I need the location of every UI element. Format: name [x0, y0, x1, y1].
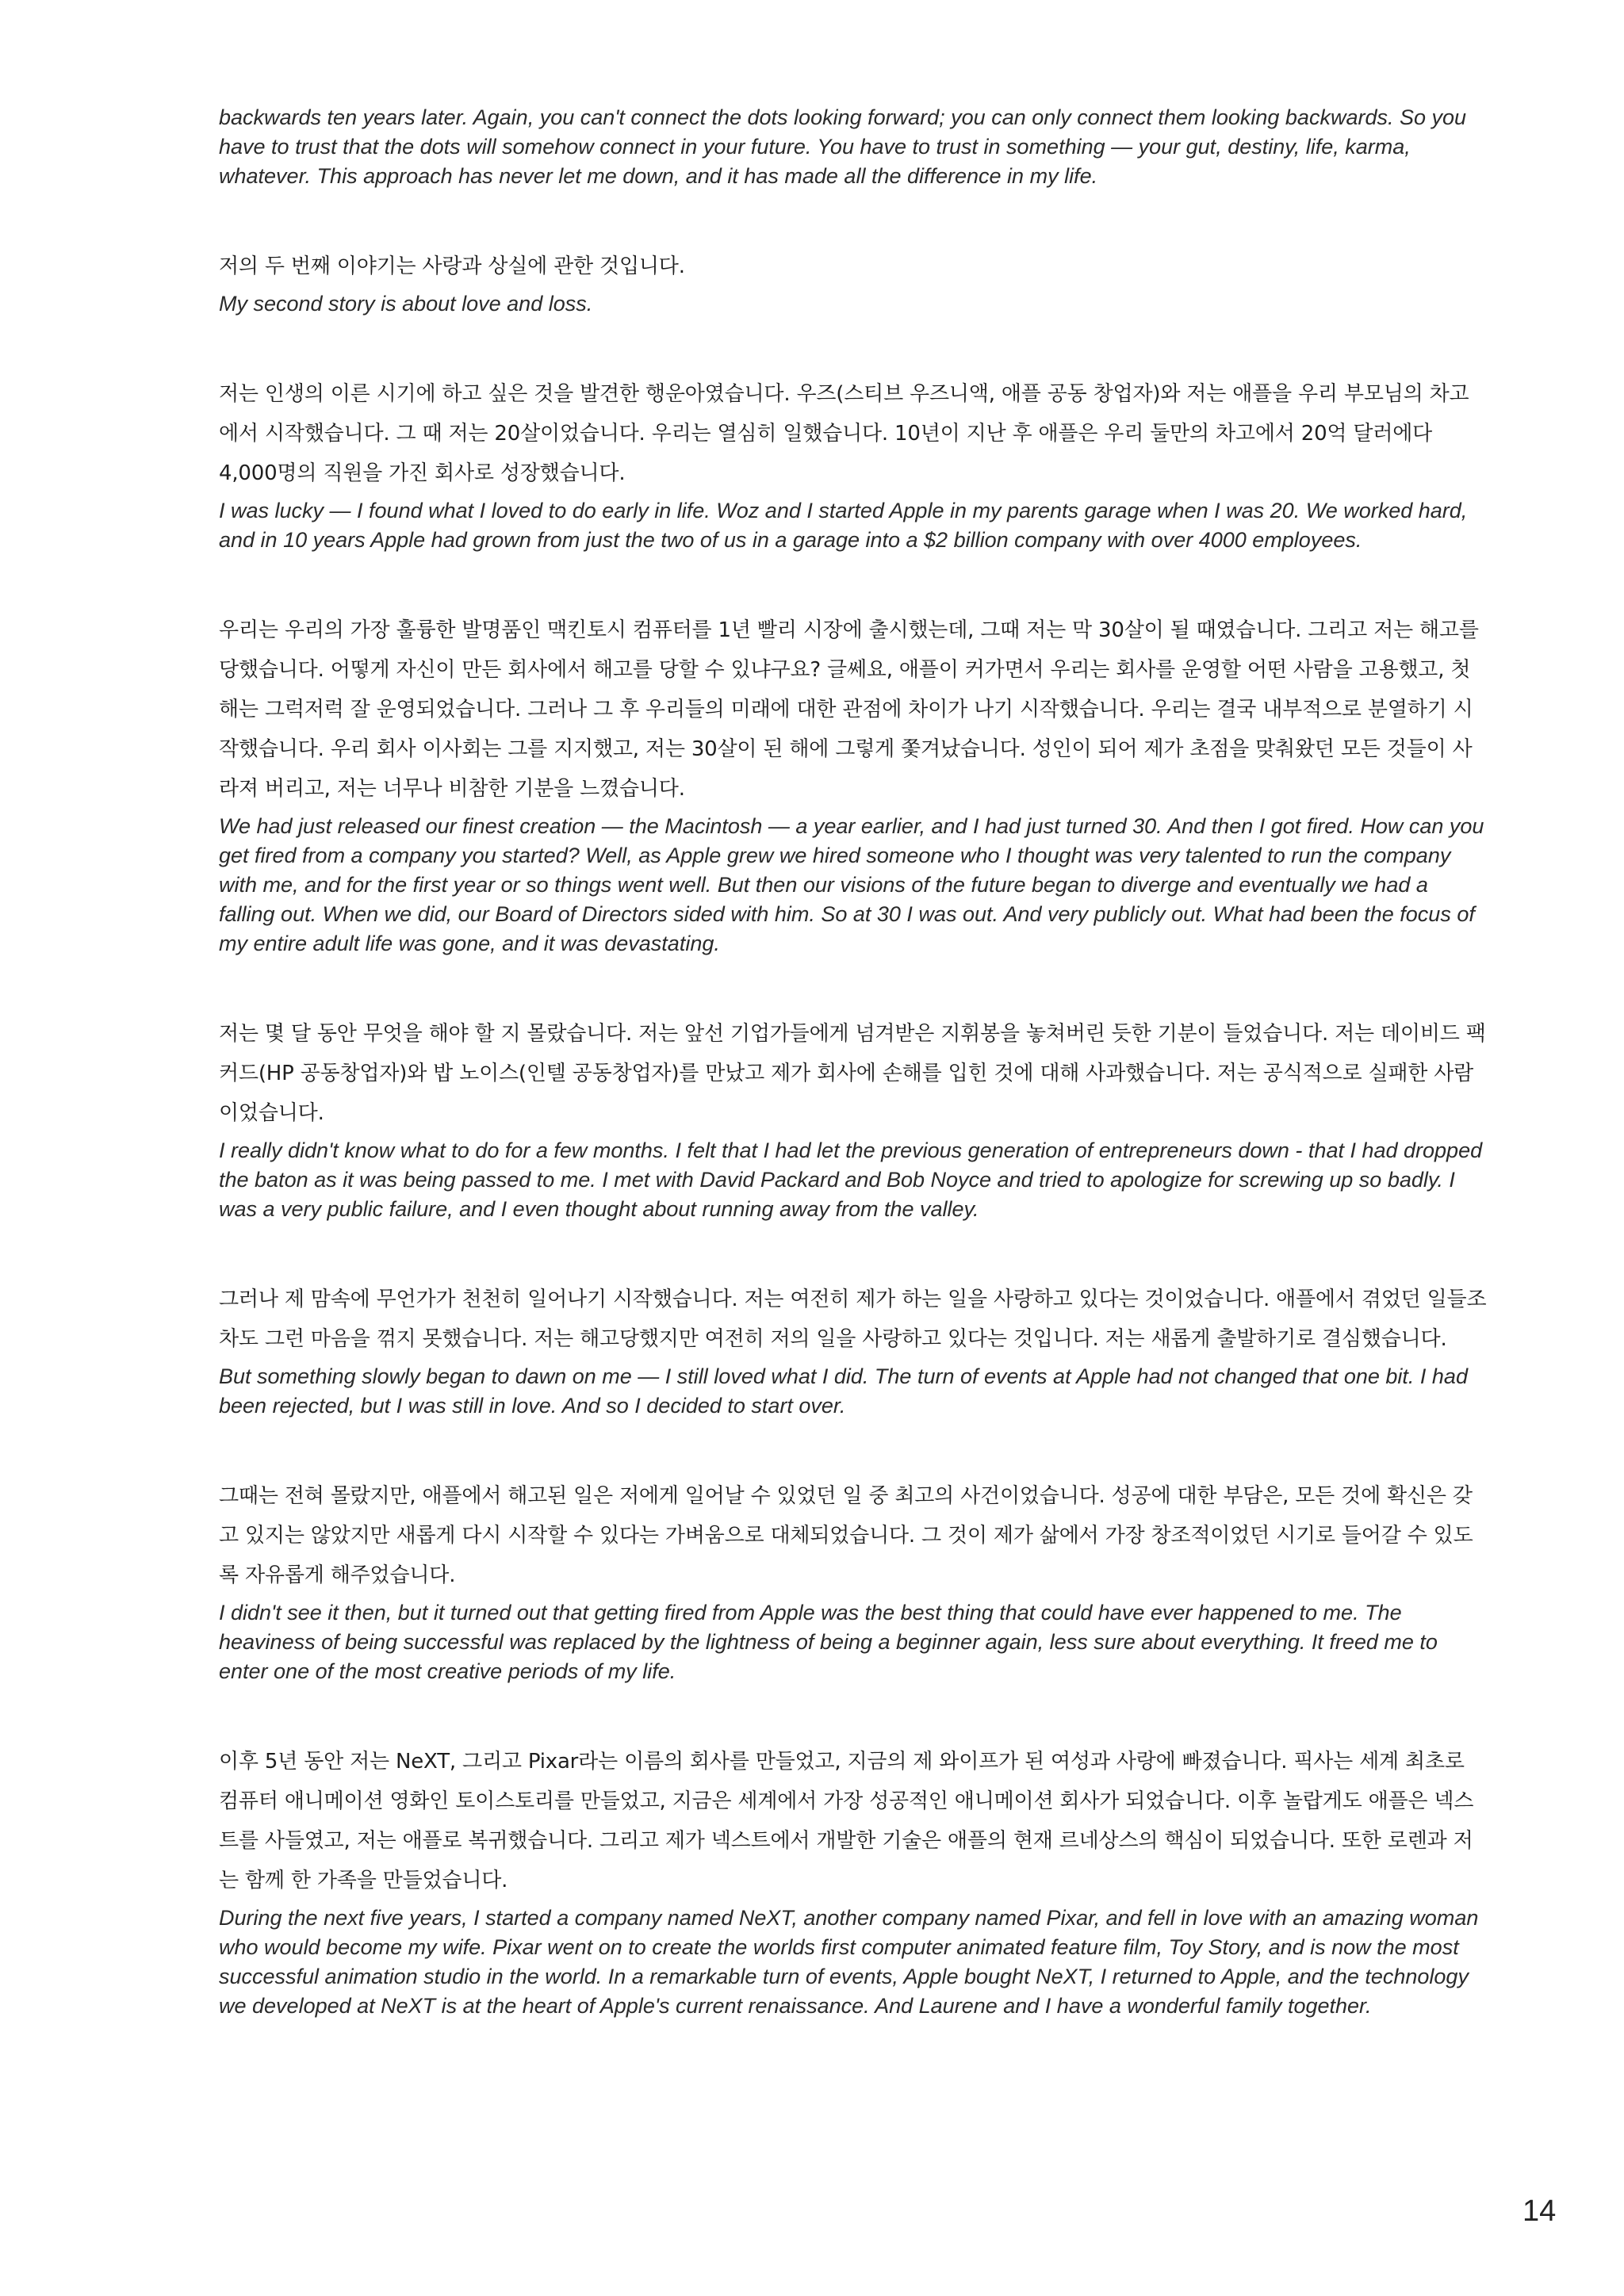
english-text: I didn't see it then, but it turned out that getting fired from Apple was the best thing that could have ever happened to me. The heaviness of being successful was replaced by the lightness of being a beginner again, less sure about everything. It freed me to enter one of the most creative periods of my life.: [219, 1601, 1438, 1683]
korean-text: 그러나 제 맘속에 무언가가 천천히 일어나기 시작했습니다. 저는 여전히 제가 하는 일을 사랑하고 있다는 것이었습니다. 애플에서 겪었던 일들조차도 그런 마음을 꺾지 못했습니다. 저는 해고당했지만 여전히 저의 일을 사랑하고 있다는 것입니다. 저는 새롭게 출발하기로 결심했습니다.: [219, 1288, 1487, 1351]
english-text: During the next five years, I started a company named NeXT, another company named Pixar, and fell in love with an amazing woman who would become my wife. Pixar went on to create the worlds first computer animated feature film, Toy Story, and is now the most successful animation studio in the world. In a remarkable turn of events, Apple bought NeXT, I returned to Apple, and the technology we developed at NeXT is at the heart of Apple's current renaissance. And Laurene and I have a wonderful family together.: [219, 1906, 1479, 2018]
paragraph-block-6: [219, 1476, 1488, 1686]
paragraph-block-5: [219, 1280, 1488, 1421]
korean-text: 그때는 전혀 몰랐지만, 애플에서 해고된 일은 저에게 일어날 수 있었던 일 중 최고의 사건이었습니다. 성공에 대한 부담은, 모든 것에 확신은 갖고 있지는 않았지만 새롭게 다시 시작할 수 있다는 가벼움으로 대체되었습니다. 그 것이 제가 삶에서 가장 창조적이었던 시기로 들어갈 수 있도록 자유롭게 해주었습니다.: [219, 1484, 1473, 1587]
korean-text: 저의 두 번째 이야기는 사랑과 상실에 관한 것입니다.: [219, 254, 685, 278]
page-number: 14: [1522, 2195, 1557, 2228]
paragraph-block-1: [219, 247, 1488, 319]
paragraph-block-4: [219, 1014, 1488, 1224]
english-text: I really didn't know what to do for a few months. I felt that I had let the previous generation of entrepreneurs down - that I had dropped the baton as it was being passed to me. I met with David Packard and Bob Noyce and tried to apologize for screwing up so badly. I was a very public failure, and I even thought about running away from the valley.: [219, 1138, 1483, 1221]
paragraph-block-7: [219, 1742, 1488, 2021]
korean-text: 이후 5년 동안 저는 NeXT, 그리고 Pixar라는 이름의 회사를 만들었고, 지금의 제 와이프가 된 여성과 사랑에 빠졌습니다. 픽사는 세계 최초로 컴퓨터 애니메이션 영화인 토이스토리를 만들었고, 지금은 세계에서 가장 성공적인 애니메이션 회사가 되었습니다. 이후 놀랍게도 애플은 넥스트를 사들였고, 저는 애플로 복귀했습니다. 그리고 제가 넥스트에서 개발한 기술은 애플의 현재 르네상스의 핵심이 되었습니다. 또한 로렌과 저는 함께 한 가족을 만들었습니다.: [219, 1750, 1474, 1892]
korean-text: 저는 몇 달 동안 무엇을 해야 할 지 몰랐습니다. 저는 앞선 기업가들에게 넘겨받은 지휘봉을 놓쳐버린 듯한 기분이 들었습니다. 저는 데이비드 팩커드(HP 공동창업자)와 밥 노이스(인텔 공동창업자)를 만났고 제가 회사에 손해를 입힌 것에 대해 사과했습니다. 저는 공식적으로 실패한 사람이었습니다.: [219, 1022, 1486, 1125]
paragraph-block-3: [219, 610, 1488, 959]
paragraph-block-2: [219, 374, 1488, 555]
english-text: We had just released our finest creation — the Macintosh — a year earlier, and I had just turned 30. And then I got fired. How can you get fired from a company you started? Well, as Apple grew we hired someone who I thought was very talented to run the company with me, and for the first year or so things went well. But then our visions of the future began to diverge and eventually we had a falling out. When we did, our Board of Directors sided with him. So at 30 I was out. And very publicly out. What had been the focus of my entire adult life was gone, and it was devastating.: [219, 814, 1484, 955]
english-text: But something slowly began to dawn on me — I still loved what I did. The turn of events at Apple had not changed that one bit. I had been rejected, but I was still in love. And so I decided to start over.: [219, 1364, 1468, 1418]
english-text: My second story is about love and loss.: [219, 292, 593, 316]
document-page: [219, 103, 1488, 2076]
korean-text: 우리는 우리의 가장 훌륭한 발명품인 맥킨토시 컴퓨터를 1년 빨리 시장에 출시했는데, 그때 저는 막 30살이 될 때였습니다. 그리고 저는 해고를 당했습니다. 어떻게 자신이 만든 회사에서 해고를 당할 수 있냐구요? 글쎄요, 애플이 커가면서 우리는 회사를 운영할 어떤 사람을 고용했고, 첫 해는 그럭저럭 잘 운영되었습니다. 그러나 그 후 우리들의 미래에 대한 관점에 차이가 나기 시작했습니다. 우리는 결국 내부적으로 분열하기 시작했습니다. 우리 회사 이사회는 그를 지지했고, 저는 30살이 된 해에 그렇게 쫓겨났습니다. 성인이 되어 제가 초점을 맞춰왔던 모든 것들이 사라져 버리고, 저는 너무나 비참한 기분을 느꼈습니다.: [219, 618, 1479, 801]
intro-block: [219, 103, 1488, 191]
english-text: I was lucky — I found what I loved to do early in life. Woz and I started Apple in my parents garage when I was 20. We worked hard, and in 10 years Apple had grown from just the two of us in a garage into a $2 billion company with over 4000 employees.: [219, 499, 1468, 552]
intro-english-text: backwards ten years later. Again, you can't connect the dots looking forward; you can only connect them looking backwards. So you have to trust that the dots will somehow connect in your future. You have to trust in something — your gut, destiny, life, karma, whatever. This approach has never let me down, and it has made all the difference in my life.: [219, 105, 1467, 188]
korean-text: 저는 인생의 이른 시기에 하고 싶은 것을 발견한 행운아였습니다. 우즈(스티브 우즈니액, 애플 공동 창업자)와 저는 애플을 우리 부모님의 차고에서 시작했습니다. 그 때 저는 20살이었습니다. 우리는 열심히 일했습니다. 10년이 지난 후 애플은 우리 둘만의 차고에서 20억 달러에다 4,000명의 직원을 가진 회사로 성장했습니다.: [219, 382, 1469, 485]
